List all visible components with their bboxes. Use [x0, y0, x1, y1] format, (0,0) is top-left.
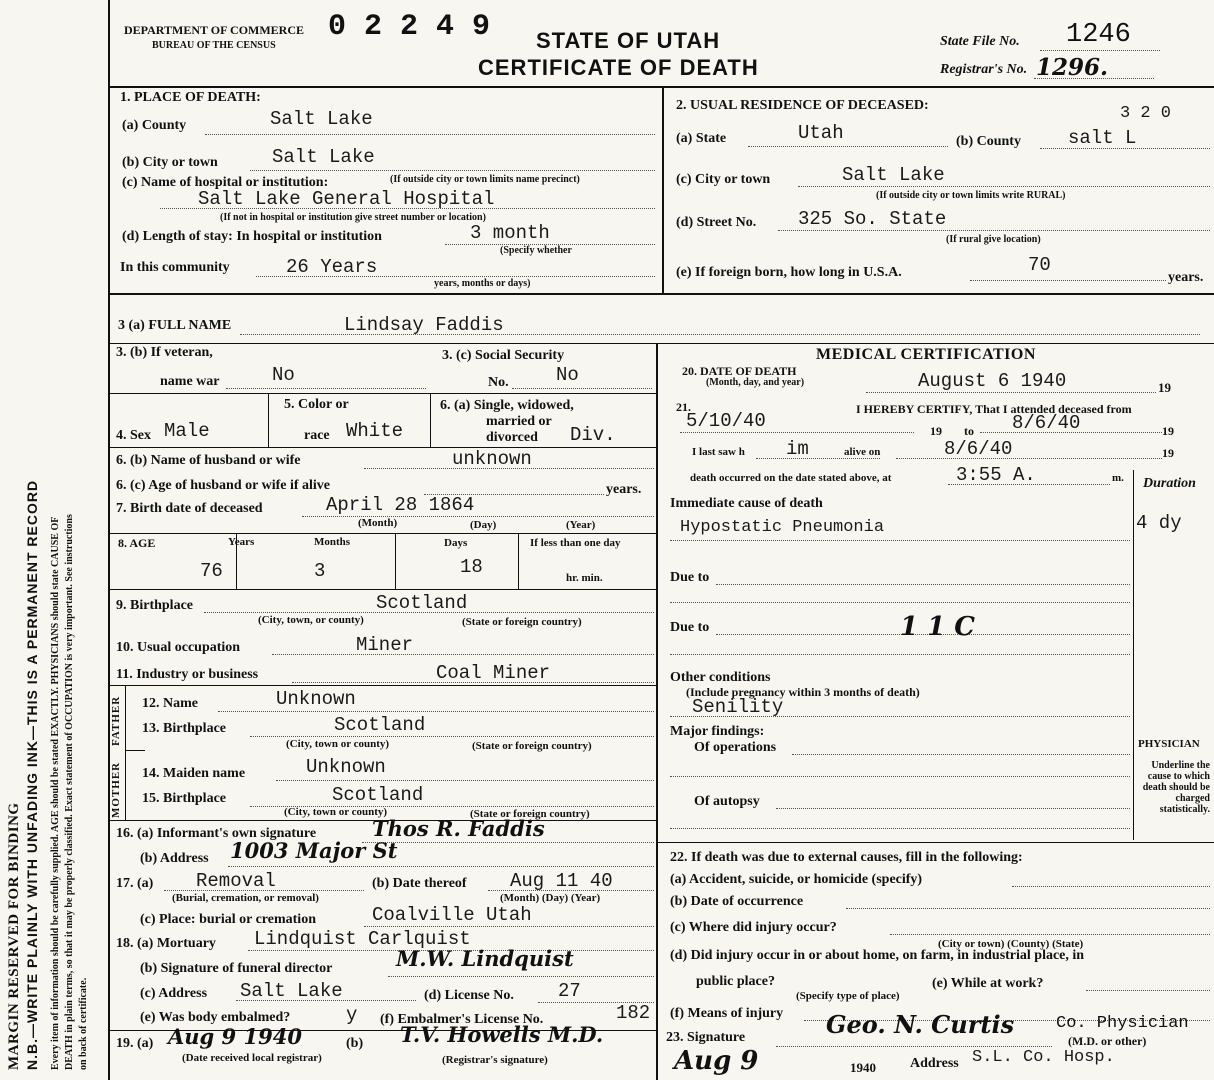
disposition-date-note: (Month) (Day) (Year): [500, 892, 601, 904]
mother-city-note: (City, town or county): [284, 806, 388, 818]
line: [776, 1046, 1052, 1047]
place-county-label: (a) County: [122, 118, 187, 133]
color-label: 5. Color or: [284, 397, 349, 412]
row-line: [108, 685, 656, 686]
row-line: [108, 533, 656, 534]
due-to-1-label: Due to: [670, 570, 710, 585]
frame-mid-vertical-top: [662, 88, 664, 293]
full-name-value: Lindsay Faddis: [344, 314, 504, 336]
disposition-value: Removal: [196, 870, 276, 892]
marital-value: Div.: [570, 424, 616, 446]
line: [302, 516, 654, 517]
residence-state-value: Utah: [798, 122, 844, 144]
residence-code: 3 2 0: [1120, 104, 1172, 123]
industry-label: 11. Industry or business: [116, 667, 259, 682]
embalmer-license-label: (f) Embalmer's License No.: [380, 1012, 544, 1027]
external-d-note: (Specify type of place): [796, 990, 900, 1002]
frame-top-section-bottom: [108, 293, 1214, 295]
line: [160, 208, 655, 209]
line: [512, 388, 652, 389]
registrar-no-label: Registrar's No.: [940, 62, 1028, 77]
col-line: [268, 393, 269, 447]
line: [205, 134, 655, 135]
full-name-label: 3 (a) FULL NAME: [118, 318, 232, 333]
birth-month-note: (Month): [358, 517, 398, 529]
residence-county-value: salt L: [1068, 127, 1137, 149]
birth-year-note: (Year): [566, 519, 596, 531]
margin-ink-text: N.B.—WRITE PLAINLY WITH UNFADING INK—THIS IS A PERMANENT RECORD: [24, 479, 40, 1070]
line: [776, 808, 1130, 809]
line: [866, 392, 1156, 393]
m-label: m.: [1112, 472, 1124, 484]
residence-street-label: (d) Street No.: [676, 215, 757, 230]
major-findings-label: Major findings:: [670, 724, 765, 739]
registrar-item-label: 19. (a): [116, 1036, 154, 1051]
external-e-label: (e) While at work?: [932, 976, 1044, 991]
sex-label: 4. Sex: [116, 428, 151, 443]
burial-place-label: (c) Place: burial or cremation: [140, 912, 316, 927]
sex-value: Male: [164, 420, 210, 442]
physician-role-note: (M.D. or other): [1068, 1034, 1147, 1048]
line: [748, 146, 948, 147]
certify-text: I HEREBY CERTIFY, That I attended deceased from: [856, 402, 1132, 416]
residence-county-label: (b) County: [956, 134, 1021, 149]
alive-19: 19: [1162, 446, 1174, 460]
residence-city-value: Salt Lake: [842, 164, 945, 186]
mortuary-address-value: Salt Lake: [240, 980, 343, 1002]
line: [1012, 886, 1210, 887]
place-community-label: In this community: [120, 260, 230, 275]
col-line: [518, 533, 519, 589]
spouse-age-label: 6. (c) Age of husband or wife if alive: [116, 478, 331, 493]
death-time: 3:55 A.: [956, 464, 1036, 486]
autopsy-label: Of autopsy: [694, 794, 760, 809]
external-d-label: (d) Did injury occur in or about home, on farm, in industrial place, in: [670, 948, 1085, 963]
line: [670, 540, 1130, 541]
industry-value: Coal Miner: [436, 662, 551, 684]
duration-label: Duration: [1143, 476, 1196, 491]
line: [272, 654, 654, 655]
mortuary-value: Lindquist Carlquist: [254, 928, 471, 950]
dept-label: DEPARTMENT OF COMMERCE: [124, 23, 305, 37]
signature-year: 1940: [850, 1060, 876, 1075]
occupation-value: Miner: [356, 634, 414, 656]
frame-duration-col: [1133, 470, 1134, 840]
birth-day-note: (Day): [470, 519, 497, 531]
line: [792, 754, 1130, 755]
line: [716, 584, 1130, 585]
immediate-cause-value: Hypostatic Pneumonia: [680, 518, 885, 537]
father-name-value: Unknown: [276, 688, 356, 710]
mother-side-label: MOTHER: [110, 761, 122, 818]
due-to-2-label: Due to: [670, 620, 710, 635]
occurred-label: death occurred on the date stated above, at: [690, 472, 892, 484]
registrar-no-value: 1296.: [1036, 54, 1109, 81]
spouse-value: unknown: [452, 448, 532, 470]
external-d2-label: public place?: [696, 974, 775, 989]
race-value: White: [346, 420, 404, 442]
duration-value: 4 dy: [1136, 512, 1182, 534]
row-line: [108, 589, 656, 590]
line: [362, 842, 654, 843]
line: [276, 780, 654, 781]
line: [798, 186, 1210, 187]
place-stay-value: 3 month: [470, 222, 550, 244]
disposition-date-value: Aug 11 40: [510, 870, 613, 892]
spouse-label: 6. (b) Name of husband or wife: [116, 453, 301, 468]
informant-address-label: (b) Address: [140, 851, 209, 866]
residence-rural-note: (If outside city or town limits write RURAL): [876, 190, 1066, 201]
father-birth-value: Scotland: [334, 714, 426, 736]
place-hospital-value: Salt Lake General Hospital: [198, 188, 495, 210]
place-hospital-note: (If outside city or town limits name precinct): [390, 174, 580, 185]
physician-signature: Geo. N. Curtis: [826, 1010, 1015, 1039]
line: [218, 711, 654, 712]
line: [1086, 990, 1210, 991]
line: [226, 388, 426, 389]
marital-label-3: divorced: [486, 430, 538, 445]
external-a-label: (a) Accident, suicide, or homicide (specify): [670, 872, 923, 887]
father-side-label: FATHER: [110, 695, 122, 746]
disposition-date-label: (b) Date thereof: [372, 876, 467, 891]
marital-label-2: married or: [486, 414, 552, 429]
registrar-b-label: (b): [346, 1036, 364, 1051]
external-heading: 22. If death was due to external causes, fill in the following:: [670, 850, 1023, 865]
line: [670, 828, 1130, 829]
father-birth-label: 13. Birthplace: [142, 721, 226, 736]
age-months-value: 3: [314, 560, 326, 582]
parent-bracket: [125, 685, 126, 820]
marital-label-1: 6. (a) Single, widowed,: [440, 398, 574, 413]
mother-birth-value: Scotland: [332, 784, 424, 806]
residence-state-label: (a) State: [676, 131, 727, 146]
line: [228, 866, 654, 867]
line: [388, 976, 654, 977]
attended-to: 8/6/40: [1012, 412, 1081, 434]
mortuary-address-label: (c) Address: [140, 986, 208, 1001]
place-city-label: (b) City or town: [122, 155, 218, 170]
col-line: [395, 533, 396, 589]
parent-divider: [125, 750, 145, 751]
registrar-signature: T.V. Howells M.D.: [400, 1022, 604, 1047]
last-saw-label: I last saw h: [692, 446, 745, 458]
informant-signature: Thos R. Faddis: [372, 816, 545, 841]
external-c-label: (c) Where did injury occur?: [670, 920, 837, 935]
margin-instructions-2: DEATH in plain terms, so that it may be properly classified. Exact statement of OCCUPATION is very important. See instructions: [64, 514, 75, 1070]
frame-header-bottom: [108, 86, 1214, 88]
physician-role: Co. Physician: [1056, 1014, 1189, 1033]
margin-instructions-1: Every item of information should be carefully supplied. AGE should be stated EXACTLY. PHYSICIANS should state CAUSE OF: [50, 516, 61, 1070]
war-label: name war: [160, 374, 220, 389]
line: [756, 458, 880, 459]
dod-value: August 6 1940: [918, 370, 1067, 392]
physician-address-value: S.L. Co. Hosp.: [972, 1048, 1115, 1067]
veteran-label: 3. (b) If veteran,: [116, 345, 213, 360]
row-line: [108, 447, 656, 448]
place-ymd-note: years, months or days): [434, 278, 531, 289]
director-sig-label: (b) Signature of funeral director: [140, 961, 333, 976]
line: [670, 602, 1130, 603]
physician-label: PHYSICIAN: [1138, 738, 1200, 750]
age-years-value: 76: [200, 560, 223, 582]
certify-no: 21.: [676, 400, 691, 414]
director-signature: M.W. Lindquist: [396, 946, 574, 971]
other-conditions-note: (Include pregnancy within 3 months of death): [686, 685, 920, 699]
line: [846, 908, 1210, 909]
ss-value: No: [556, 364, 579, 386]
line: [670, 654, 1130, 655]
dod-note: (Month, day, and year): [706, 377, 805, 388]
last-saw-value: im: [786, 438, 809, 460]
line: [896, 458, 1162, 459]
attended-to-label: to: [964, 424, 974, 438]
frame-external-top: [656, 842, 1214, 843]
ss-no-label: No.: [488, 375, 509, 390]
place-county-value: Salt Lake: [270, 108, 373, 130]
birth-date-value: April 28 1864: [326, 494, 475, 516]
embalmer-license-value: 182: [616, 1002, 651, 1024]
cause-code-mark: 1 1 C: [900, 612, 975, 642]
residence-street-value: 325 So. State: [798, 208, 947, 230]
license-value: 27: [558, 980, 581, 1002]
line: [250, 170, 655, 171]
disposition-note: (Burial, cremation, or removal): [172, 892, 319, 904]
informant-sig-label: 16. (a) Informant's own signature: [116, 826, 317, 841]
age-months-note: Months: [314, 536, 351, 548]
state-title: STATE OF UTAH: [536, 28, 721, 53]
license-label: (d) License No.: [424, 988, 514, 1003]
underline-note: Underline the cause to which death should be charged statistically.: [1142, 760, 1210, 815]
other-conditions-value: Senility: [692, 696, 784, 718]
line: [778, 230, 1210, 231]
embalmed-value: y: [346, 1004, 358, 1026]
mortuary-label: 18. (a) Mortuary: [116, 936, 216, 951]
attended-to-19: 19: [1162, 424, 1174, 438]
war-value: No: [272, 364, 295, 386]
place-heading: 1. PLACE OF DEATH:: [120, 90, 261, 105]
informant-address-value: 1003 Major St: [230, 838, 398, 863]
father-state-note: (State or foreign country): [472, 740, 592, 752]
birthplace-label: 9. Birthplace: [116, 598, 193, 613]
state-file-line: [1040, 50, 1160, 51]
signature-label: 23. Signature: [666, 1030, 746, 1045]
mother-name-label: 14. Maiden name: [142, 766, 246, 781]
physician-address-label: Address: [910, 1056, 959, 1071]
registrar-date-note: (Date received local registrar): [182, 1052, 322, 1064]
age-days-value: 18: [460, 556, 483, 578]
external-c-note: (City or town) (County) (State): [938, 938, 1084, 950]
embalmed-label: (e) Was body embalmed?: [140, 1010, 291, 1025]
attended-from: 5/10/40: [686, 410, 766, 432]
place-street-note: (If not in hospital or institution give street number or location): [220, 212, 486, 223]
residence-heading: 2. USUAL RESIDENCE OF DECEASED:: [676, 98, 929, 113]
registrar-date-received: Aug 9 1940: [168, 1024, 302, 1049]
birthplace-state-note: (State or foreign country): [462, 616, 582, 628]
spouse-years-label: years.: [606, 482, 642, 497]
alive-value: 8/6/40: [944, 438, 1013, 460]
place-stay-label: (d) Length of stay: In hospital or institution: [122, 229, 382, 244]
state-file-label: State File No.: [940, 34, 1020, 49]
immediate-cause-label: Immediate cause of death: [670, 496, 823, 511]
birthplace-value: Scotland: [376, 592, 468, 614]
age-label: 8. AGE: [118, 536, 156, 550]
alive-label: alive on: [844, 446, 881, 458]
signature-date: Aug 9: [674, 1046, 759, 1076]
line: [680, 432, 914, 433]
place-hospital-label: (c) Name of hospital or institution:: [122, 175, 329, 190]
col-line: [430, 393, 431, 447]
state-file-value: 1246: [1066, 20, 1131, 50]
line: [970, 280, 1166, 281]
frame-mid-vertical-bottom: [656, 343, 658, 1080]
stamp-number: 0 2 2 4 9: [328, 10, 491, 44]
other-conditions-label: Other conditions: [670, 670, 771, 685]
disposition-label: 17. (a): [116, 876, 154, 891]
certificate-title: CERTIFICATE OF DEATH: [478, 55, 759, 80]
birth-date-label: 7. Birth date of deceased: [116, 501, 263, 516]
birthplace-city-note: (City, town, or county): [258, 614, 364, 626]
external-b-label: (b) Date of occurrence: [670, 894, 804, 909]
father-city-note: (City, town or county): [286, 738, 390, 750]
age-lt-day-note: If less than one day: [530, 537, 621, 549]
dod-19: 19: [1158, 380, 1171, 395]
occupation-label: 10. Usual occupation: [116, 640, 241, 655]
margin-binding-text: MARGIN RESERVED FOR BINDING: [6, 802, 22, 1070]
residence-city-label: (c) City or town: [676, 172, 771, 187]
row-line: [108, 393, 656, 394]
operations-label: Of operations: [694, 740, 777, 755]
race-label: race: [304, 428, 330, 443]
line: [250, 736, 654, 737]
attended-from-19: 19: [930, 424, 942, 438]
mother-birth-label: 15. Birthplace: [142, 791, 226, 806]
residence-rural-loc-note: (If rural give location): [946, 234, 1041, 245]
place-specify-note: (Specify whether: [500, 245, 572, 256]
age-years-note: Years: [228, 536, 255, 548]
medical-heading: MEDICAL CERTIFICATION: [816, 346, 1036, 363]
line: [890, 934, 1210, 935]
external-f-label: (f) Means of injury: [670, 1006, 784, 1021]
residence-years-label: years.: [1168, 270, 1204, 285]
age-days-note: Days: [444, 537, 468, 549]
place-city-value: Salt Lake: [272, 146, 375, 168]
burial-place-value: Coalville Utah: [372, 904, 532, 926]
bureau-label: BUREAU OF THE CENSUS: [152, 40, 276, 51]
margin-instructions-3: on back of certificate.: [78, 977, 89, 1070]
frame-left: [108, 0, 110, 1080]
line: [364, 926, 654, 927]
age-hr-min: hr. min.: [566, 572, 603, 584]
residence-foreign-value: 70: [1028, 254, 1051, 276]
line: [670, 776, 1130, 777]
ss-label: 3. (c) Social Security: [442, 348, 565, 363]
mother-name-value: Unknown: [306, 756, 386, 778]
father-name-label: 12. Name: [142, 696, 198, 711]
dod-label: 20. DATE OF DEATH: [682, 364, 797, 378]
place-community-value: 26 Years: [286, 256, 378, 278]
mother-state-note: (State or foreign country): [470, 808, 590, 820]
residence-foreign-label: (e) If foreign born, how long in U.S.A.: [676, 265, 902, 280]
registrar-sig-note: (Registrar's signature): [442, 1054, 548, 1066]
frame-name-bottom: [108, 343, 1214, 344]
